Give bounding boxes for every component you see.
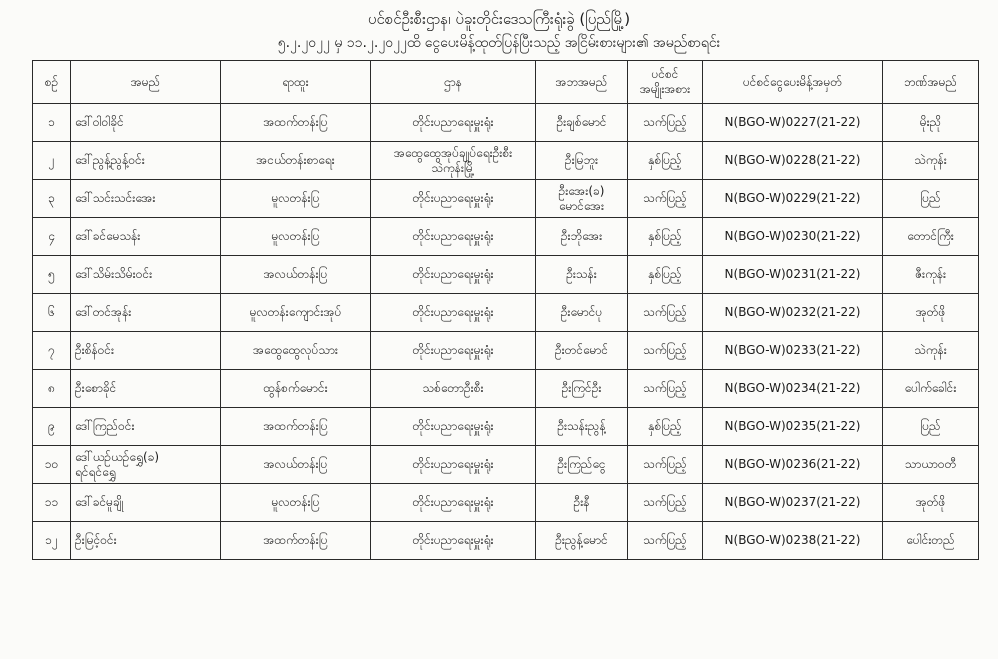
cell-order-number: N(BGO-W)0236(21-22): [703, 446, 883, 484]
cell-bank: ပြည်: [883, 180, 979, 218]
cell-rank: အငယ်တန်းစာရေး: [221, 142, 371, 180]
cell-no: ၁၂: [33, 522, 71, 560]
cell-order-number: N(BGO-W)0232(21-22): [703, 294, 883, 332]
cell-name: ဦးစောခိုင်: [71, 370, 221, 408]
cell-father-name: ဦးနီ: [536, 484, 628, 522]
col-header-bank: ဘဏ်အမည်: [883, 61, 979, 104]
cell-pension-type: သက်ပြည့်: [628, 294, 703, 332]
cell-pension-type: သက်ပြည့်: [628, 104, 703, 142]
cell-name: ဒေါ်ခင်မေသန်း: [71, 218, 221, 256]
cell-no: ၁: [33, 104, 71, 142]
cell-name: ဒေါ်ခင်မူချို: [71, 484, 221, 522]
cell-father-name: ဦးသန်းညွန့်: [536, 408, 628, 446]
cell-pension-type: သက်ပြည့်: [628, 446, 703, 484]
cell-bank: သဲကုန်း: [883, 142, 979, 180]
cell-name: ဒေါ်သိမ်းသိမ်းဝင်း: [71, 256, 221, 294]
cell-father-name: ဦးအေး(ခ) မောင်အေး: [536, 180, 628, 218]
cell-pension-type: သက်ပြည့်: [628, 370, 703, 408]
cell-name: ဒေါ်ကြည်ဝင်း: [71, 408, 221, 446]
cell-department: တိုင်းပညာရေးမှူးရုံး: [371, 256, 536, 294]
table-row: [33, 294, 979, 332]
cell-department: တိုင်းပညာရေးမှူးရုံး: [371, 446, 536, 484]
cell-rank: မူလတန်းပြ: [221, 218, 371, 256]
cell-order-number: N(BGO-W)0227(21-22): [703, 104, 883, 142]
cell-name: ဒေါ်သင်းသင်းအေး: [71, 180, 221, 218]
cell-rank: အလယ်တန်းပြ: [221, 446, 371, 484]
cell-name: ဒေါ်ယဉ်ယဉ်ရွှေ(ခ) ရင်ရင်ရွှေ: [71, 446, 221, 484]
cell-rank: အထက်တန်းပြ: [221, 104, 371, 142]
table-row: [33, 218, 979, 256]
cell-pension-type: နှစ်ပြည့်: [628, 142, 703, 180]
cell-father-name: ဦးတင်မောင်: [536, 332, 628, 370]
cell-order-number: N(BGO-W)0229(21-22): [703, 180, 883, 218]
cell-bank: အုတ်ဖို: [883, 294, 979, 332]
cell-order-number: N(BGO-W)0230(21-22): [703, 218, 883, 256]
col-header-rank: ရာထူး: [221, 61, 371, 104]
cell-name: ဦးစိန်ဝင်း: [71, 332, 221, 370]
cell-bank: ပေါင်းတည်: [883, 522, 979, 560]
cell-rank: ထွန်စက်မောင်း: [221, 370, 371, 408]
document-subtitle: ၅.၂.၂၀၂၂ မှ ၁၁.၂.၂၀၂၂ထိ ငွေပေးမိန့်ထုတ်ပြန်ပြီးသည့် အငြိမ်းစားများ၏ အမည်စာရင်း: [277, 35, 721, 51]
cell-bank: တောင်ကြီး: [883, 218, 979, 256]
cell-bank: ပေါက်ခေါင်း: [883, 370, 979, 408]
table-row: [33, 256, 979, 294]
cell-department: တိုင်းပညာရေးမှူးရုံး: [371, 332, 536, 370]
cell-rank: အထက်တန်းပြ: [221, 408, 371, 446]
cell-department: တိုင်းပညာရေးမှူးရုံး: [371, 218, 536, 256]
cell-department: တိုင်းပညာရေးမှူးရုံး: [371, 484, 536, 522]
cell-name: ဒေါ်ဝါဝါခိုင်: [71, 104, 221, 142]
cell-department: တိုင်းပညာရေးမှူးရုံး: [371, 522, 536, 560]
cell-pension-type: နှစ်ပြည့်: [628, 256, 703, 294]
cell-father-name: ဦးမောင်ပု: [536, 294, 628, 332]
table-row: [33, 522, 979, 560]
col-header-name: အမည်: [71, 61, 221, 104]
cell-name: ဦးမြင့်ဝင်း: [71, 522, 221, 560]
table-body: [33, 104, 979, 560]
cell-rank: အထက်တန်းပြ: [221, 522, 371, 560]
cell-pension-type: နှစ်ပြည့်: [628, 218, 703, 256]
table-row: [33, 446, 979, 484]
cell-no: ၉: [33, 408, 71, 446]
table-row: [33, 180, 979, 218]
table-row: [33, 370, 979, 408]
cell-father-name: ဦးသန်း: [536, 256, 628, 294]
cell-no: ၇: [33, 332, 71, 370]
table-row: [33, 104, 979, 142]
cell-father-name: ဦးကြင်ဦး: [536, 370, 628, 408]
cell-bank: ဇီးကုန်း: [883, 256, 979, 294]
cell-father-name: ဦးကြည်ငွေ: [536, 446, 628, 484]
cell-bank: မိုးညို: [883, 104, 979, 142]
table-row: [33, 332, 979, 370]
table-row: [33, 484, 979, 522]
cell-pension-type: သက်ပြည့်: [628, 180, 703, 218]
cell-pension-type: သက်ပြည့်: [628, 522, 703, 560]
col-header-pension-type: ပင်စင် အမျိုးအစား: [628, 61, 703, 104]
cell-father-name: ဦးဘိုအေး: [536, 218, 628, 256]
cell-no: ၂: [33, 142, 71, 180]
cell-father-name: ဦးမြဘူး: [536, 142, 628, 180]
cell-order-number: N(BGO-W)0238(21-22): [703, 522, 883, 560]
col-header-father-name: အဘအမည်: [536, 61, 628, 104]
cell-order-number: N(BGO-W)0228(21-22): [703, 142, 883, 180]
cell-bank: သာယာဝတီ: [883, 446, 979, 484]
cell-department: တိုင်းပညာရေးမှူးရုံး: [371, 294, 536, 332]
document-title: ပင်စင်ဦးစီးဌာန၊ ပဲခူးတိုင်းဒေသကြီးရုံးခွဲ (ပြည်မြို့): [367, 10, 631, 28]
col-header-department: ဌာန: [371, 61, 536, 104]
cell-department: တိုင်းပညာရေးမှူးရုံး: [371, 104, 536, 142]
cell-no: ၆: [33, 294, 71, 332]
cell-department: အထွေထွေအုပ်ချုပ်ရေးဦးစီး သဲကုန်းမြို့: [371, 142, 536, 180]
cell-no: ၁၀: [33, 446, 71, 484]
cell-order-number: N(BGO-W)0237(21-22): [703, 484, 883, 522]
cell-pension-type: နှစ်ပြည့်: [628, 408, 703, 446]
cell-pension-type: သက်ပြည့်: [628, 484, 703, 522]
cell-order-number: N(BGO-W)0231(21-22): [703, 256, 883, 294]
cell-bank: သဲကုန်း: [883, 332, 979, 370]
cell-rank: မူလတန်းကျောင်းအုပ်: [221, 294, 371, 332]
cell-rank: မူလတန်းပြ: [221, 180, 371, 218]
cell-rank: မူလတန်းပြ: [221, 484, 371, 522]
cell-father-name: ဦးချစ်မောင်: [536, 104, 628, 142]
cell-order-number: N(BGO-W)0234(21-22): [703, 370, 883, 408]
cell-rank: အထွေထွေလုပ်သား: [221, 332, 371, 370]
cell-no: ၅: [33, 256, 71, 294]
table-header-row: [33, 61, 979, 104]
cell-department: တိုင်းပညာရေးမှူးရုံး: [371, 408, 536, 446]
col-header-no: စဉ်: [33, 61, 71, 104]
cell-name: ဒေါ်တင်အုန်း: [71, 294, 221, 332]
table-row: [33, 408, 979, 446]
cell-order-number: N(BGO-W)0235(21-22): [703, 408, 883, 446]
cell-no: ၁၁: [33, 484, 71, 522]
cell-no: ၃: [33, 180, 71, 218]
cell-no: ၄: [33, 218, 71, 256]
cell-department: သစ်တောဦးစီး: [371, 370, 536, 408]
col-header-order-number: ပင်စင်ငွေပေးမိန့်အမှတ်: [703, 61, 883, 104]
cell-pension-type: သက်ပြည့်: [628, 332, 703, 370]
pension-list-table: [32, 60, 979, 560]
table-row: [33, 142, 979, 180]
cell-order-number: N(BGO-W)0233(21-22): [703, 332, 883, 370]
cell-bank: ပြည်: [883, 408, 979, 446]
cell-rank: အလယ်တန်းပြ: [221, 256, 371, 294]
cell-no: ၈: [33, 370, 71, 408]
cell-name: ဒေါ်ညွန့်ညွန့်ဝင်း: [71, 142, 221, 180]
cell-department: တိုင်းပညာရေးမှူးရုံး: [371, 180, 536, 218]
cell-bank: အုတ်ဖို: [883, 484, 979, 522]
cell-father-name: ဦးညွန့်မောင်: [536, 522, 628, 560]
